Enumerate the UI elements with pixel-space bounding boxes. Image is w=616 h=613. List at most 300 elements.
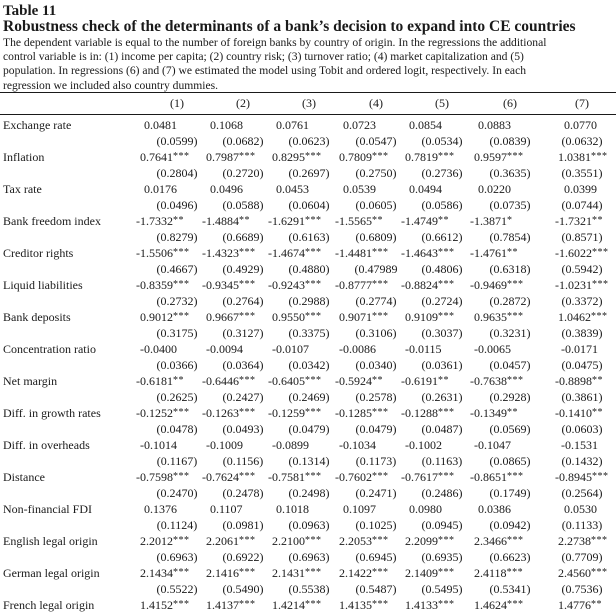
standard-error-row xyxy=(0,549,616,565)
coefficient-cell xyxy=(335,277,389,293)
coefficient-cell xyxy=(206,309,256,325)
significance-stars: *** xyxy=(239,567,256,578)
coefficient-cell xyxy=(136,405,190,421)
coefficient-cell xyxy=(558,533,608,549)
significance-stars: *** xyxy=(239,375,256,386)
coefficient-value: -0.7602 xyxy=(335,470,372,484)
coefficient-value: -1.4749 xyxy=(401,214,438,228)
coefficient-value: -0.5924 xyxy=(335,374,372,388)
coefficient-value: 0.1097 xyxy=(343,502,376,516)
coefficient-value: 0.8295 xyxy=(272,150,305,164)
row-label: Bank deposits xyxy=(3,310,71,324)
significance-stars: *** xyxy=(173,311,190,322)
standard-error-row xyxy=(0,165,616,181)
standard-error-cell: (0.0479) xyxy=(355,422,397,436)
significance-stars: *** xyxy=(592,247,609,258)
coefficient-cell xyxy=(555,277,609,293)
coefficient-value: 0.0761 xyxy=(276,118,309,132)
significance-stars: ** xyxy=(239,215,250,226)
standard-error-row xyxy=(0,517,616,533)
coefficient-cell xyxy=(202,245,256,261)
coefficient-cell xyxy=(136,213,184,229)
coefficient-cell xyxy=(474,565,523,581)
standard-error-cell: (0.6963) xyxy=(156,550,198,564)
coefficient-cell xyxy=(401,373,449,389)
coefficient-value: 2.1416 xyxy=(206,566,239,580)
coefficient-cell xyxy=(210,117,243,133)
standard-error-cell: (0.0865) xyxy=(489,454,531,468)
coefficient-value: 1.4776 xyxy=(558,598,591,612)
significance-stars: *** xyxy=(305,471,322,482)
coefficient-cell xyxy=(470,277,524,293)
coefficient-cell xyxy=(474,437,511,453)
coefficient-cell xyxy=(136,469,190,485)
coefficient-cell xyxy=(339,309,389,325)
coefficient-cell xyxy=(561,437,598,453)
coefficient-value: -0.1263 xyxy=(202,406,239,420)
coefficient-cell xyxy=(202,373,256,389)
coefficient-cell xyxy=(335,245,389,261)
coefficient-value: -1.4323 xyxy=(202,246,239,260)
coefficient-value: -0.0400 xyxy=(140,342,177,356)
standard-error-cell: (0.0945) xyxy=(421,518,463,532)
coefficient-cell xyxy=(555,245,609,261)
coefficient-value: -0.1349 xyxy=(470,406,507,420)
coefficient-value: 0.0386 xyxy=(478,502,511,516)
coefficient-value: 0.9550 xyxy=(272,310,305,324)
table-row xyxy=(0,149,616,165)
coefficient-value: -0.7598 xyxy=(136,470,173,484)
significance-stars: *** xyxy=(372,471,389,482)
significance-stars: *** xyxy=(173,151,190,162)
significance-stars: ** xyxy=(372,215,383,226)
column-header: (6) xyxy=(503,96,517,110)
coefficient-cell xyxy=(401,277,455,293)
coefficient-cell xyxy=(470,213,513,229)
significance-stars: *** xyxy=(592,279,609,290)
coefficient-value: 2.4118 xyxy=(474,566,507,580)
coefficient-value: 2.2053 xyxy=(339,534,372,548)
standard-error-cell: (0.0599) xyxy=(156,134,198,148)
standard-error-cell: (0.6945) xyxy=(355,550,397,564)
coefficient-cell xyxy=(339,597,389,613)
coefficient-cell xyxy=(401,469,455,485)
standard-error-row xyxy=(0,389,616,405)
coefficient-cell xyxy=(555,213,603,229)
coefficient-value: -1.5565 xyxy=(335,214,372,228)
significance-stars: *** xyxy=(305,151,322,162)
coefficient-value: 1.4137 xyxy=(206,598,239,612)
coefficient-cell xyxy=(335,469,389,485)
coefficient-cell xyxy=(339,341,376,357)
coefficient-value: -1.4761 xyxy=(470,246,507,260)
standard-error-row xyxy=(0,293,616,309)
table-row xyxy=(0,501,616,517)
significance-stars: *** xyxy=(239,535,256,546)
coefficient-cell xyxy=(405,341,442,357)
coefficient-value: 0.0494 xyxy=(409,182,442,196)
coefficient-value: -0.1259 xyxy=(268,406,305,420)
coefficient-value: -0.1014 xyxy=(140,438,177,452)
coefficient-value: 0.0723 xyxy=(343,118,376,132)
significance-stars: ** xyxy=(591,599,602,610)
significance-stars: *** xyxy=(507,471,524,482)
significance-stars: *** xyxy=(239,311,256,322)
standard-error-cell: (0.0623) xyxy=(288,134,330,148)
coefficient-value: 2.1422 xyxy=(339,566,372,580)
standard-error-cell: (0.3037) xyxy=(421,326,463,340)
standard-error-row xyxy=(0,453,616,469)
coefficient-cell xyxy=(409,501,442,517)
coefficient-value: -0.7624 xyxy=(202,470,239,484)
coefficient-cell xyxy=(140,597,190,613)
coefficient-value: -0.1288 xyxy=(401,406,438,420)
significance-stars: *** xyxy=(372,535,389,546)
coefficient-value: -0.1410 xyxy=(555,406,592,420)
coefficient-cell xyxy=(276,117,309,133)
coefficient-cell xyxy=(335,373,383,389)
coefficient-value: 0.9597 xyxy=(474,150,507,164)
coefficient-value: 0.0453 xyxy=(276,182,309,196)
significance-stars: *** xyxy=(438,535,455,546)
significance-stars: *** xyxy=(438,279,455,290)
standard-error-cell: (0.1173) xyxy=(355,454,397,468)
standard-error-cell: (0.4667) xyxy=(156,262,198,276)
column-header: (3) xyxy=(302,96,316,110)
significance-stars: ** xyxy=(173,215,184,226)
standard-error-cell: (0.3635) xyxy=(489,166,531,180)
standard-error-cell: (0.5942) xyxy=(561,262,603,276)
coefficient-value: 0.7987 xyxy=(206,150,239,164)
significance-stars: ** xyxy=(507,247,518,258)
coefficient-cell xyxy=(272,597,322,613)
coefficient-cell xyxy=(339,149,389,165)
standard-error-cell: (0.0475) xyxy=(561,358,603,372)
standard-error-cell: (0.0603) xyxy=(561,422,603,436)
standard-error-cell: (0.5522) xyxy=(156,582,198,596)
coefficient-cell xyxy=(268,245,322,261)
significance-stars: *** xyxy=(438,567,455,578)
table-row xyxy=(0,597,616,613)
coefficient-cell xyxy=(140,565,190,581)
table-row xyxy=(0,277,616,293)
coefficient-cell xyxy=(202,213,250,229)
coefficient-cell xyxy=(564,181,597,197)
coefficient-value: -0.0171 xyxy=(561,342,598,356)
significance-stars: *** xyxy=(239,279,256,290)
coefficient-value: -0.6181 xyxy=(136,374,173,388)
coefficient-cell xyxy=(272,341,309,357)
coefficient-cell xyxy=(343,117,376,133)
significance-stars: *** xyxy=(591,535,608,546)
coefficient-value: -0.0107 xyxy=(272,342,309,356)
description-line: The dependent variable is equal to the number of foreign banks by country of origin. In the regressions the additional xyxy=(3,36,547,49)
standard-error-cell: (0.0361) xyxy=(421,358,463,372)
standard-error-cell: (0.0493) xyxy=(222,422,264,436)
coefficient-cell xyxy=(558,309,608,325)
coefficient-cell xyxy=(144,501,177,517)
significance-stars: *** xyxy=(591,567,608,578)
significance-stars: *** xyxy=(305,535,322,546)
coefficient-value: -1.7321 xyxy=(555,214,592,228)
coefficient-cell xyxy=(276,501,309,517)
coefficient-value: 2.4560 xyxy=(558,566,591,580)
coefficient-cell xyxy=(401,245,455,261)
standard-error-cell: (0.2564) xyxy=(561,486,603,500)
standard-error-cell: (0.2471) xyxy=(355,486,397,500)
standard-error-cell: (0.6809) xyxy=(355,230,397,244)
coefficient-value: 1.4133 xyxy=(405,598,438,612)
coefficient-value: -1.3871 xyxy=(470,214,507,228)
column-header: (5) xyxy=(435,96,449,110)
coefficient-value: -0.0086 xyxy=(339,342,376,356)
standard-error-cell: (0.3551) xyxy=(561,166,603,180)
column-header: (1) xyxy=(170,96,184,110)
coefficient-value: -0.1531 xyxy=(561,438,598,452)
coefficient-cell xyxy=(206,341,243,357)
standard-error-cell: (0.6689) xyxy=(222,230,264,244)
significance-stars: *** xyxy=(239,407,256,418)
standard-error-cell: (0.5490) xyxy=(222,582,264,596)
coefficient-value: -0.9469 xyxy=(470,278,507,292)
standard-error-cell: (0.2774) xyxy=(355,294,397,308)
row-label: German legal origin xyxy=(3,566,100,580)
standard-error-cell: (0.0588) xyxy=(222,198,264,212)
standard-error-cell: (0.0479) xyxy=(288,422,330,436)
coefficient-value: 0.0220 xyxy=(478,182,511,196)
coefficient-cell xyxy=(335,213,383,229)
coefficient-cell xyxy=(561,341,598,357)
standard-error-cell: (0.3372) xyxy=(561,294,603,308)
coefficient-cell xyxy=(343,181,376,197)
coefficient-cell xyxy=(339,437,376,453)
significance-stars: ** xyxy=(372,375,383,386)
coefficient-cell xyxy=(140,437,177,453)
significance-stars: *** xyxy=(591,151,608,162)
standard-error-row xyxy=(0,421,616,437)
coefficient-value: 0.0539 xyxy=(343,182,376,196)
table-row xyxy=(0,181,616,197)
row-label: Diff. in growth rates xyxy=(3,406,101,420)
coefficient-cell xyxy=(202,277,256,293)
coefficient-cell xyxy=(343,501,376,517)
coefficient-cell xyxy=(272,533,322,549)
significance-stars: *** xyxy=(305,311,322,322)
coefficient-value: -1.7332 xyxy=(136,214,173,228)
standard-error-cell: (0.2736) xyxy=(421,166,463,180)
table-number: Table 11 xyxy=(3,3,57,19)
standard-error-cell: (0.0569) xyxy=(489,422,531,436)
table-row xyxy=(0,469,616,485)
coefficient-value: 2.2099 xyxy=(405,534,438,548)
significance-stars: ** xyxy=(507,407,518,418)
standard-error-cell: (0.2486) xyxy=(421,486,463,500)
standard-error-cell: (0.1163) xyxy=(421,454,463,468)
standard-error-cell: (0.7854) xyxy=(489,230,531,244)
standard-error-cell: (0.0632) xyxy=(561,134,603,148)
coefficient-value: -0.8945 xyxy=(555,470,592,484)
significance-stars: ** xyxy=(592,375,603,386)
coefficient-value: -0.6191 xyxy=(401,374,438,388)
row-label: Inflation xyxy=(3,150,45,164)
coefficient-value: 1.4624 xyxy=(474,598,507,612)
table-row xyxy=(0,309,616,325)
significance-stars: *** xyxy=(239,471,256,482)
coefficient-value: 0.0496 xyxy=(210,182,243,196)
significance-stars: *** xyxy=(592,471,609,482)
significance-stars: *** xyxy=(173,279,190,290)
coefficient-value: 0.1018 xyxy=(276,502,309,516)
column-header: (2) xyxy=(236,96,250,110)
standard-error-cell: (0.3231) xyxy=(489,326,531,340)
standard-error-cell: (0.1314) xyxy=(288,454,330,468)
coefficient-value: -1.0231 xyxy=(555,278,592,292)
standard-error-cell: (0.3127) xyxy=(222,326,264,340)
standard-error-cell: (0.3839) xyxy=(561,326,603,340)
significance-stars: ** xyxy=(173,375,184,386)
standard-error-cell: (0.3861) xyxy=(561,390,603,404)
significance-stars: ** xyxy=(438,375,449,386)
description-line: control variable is in: (1) income per capita; (2) country risk; (3) turnover ratio; (4) market capitalization and (5) xyxy=(3,50,524,64)
coefficient-value: -0.1047 xyxy=(474,438,511,452)
significance-stars: *** xyxy=(305,407,322,418)
significance-stars: *** xyxy=(372,567,389,578)
significance-stars: *** xyxy=(173,471,190,482)
standard-error-cell: (0.1133) xyxy=(561,518,603,532)
standard-error-cell: (0.6963) xyxy=(288,550,330,564)
significance-stars: *** xyxy=(507,535,524,546)
coefficient-cell xyxy=(470,405,518,421)
coefficient-cell xyxy=(140,341,177,357)
coefficient-value: -0.1009 xyxy=(206,438,243,452)
row-label: Net margin xyxy=(3,374,58,388)
standard-error-cell: (0.6935) xyxy=(421,550,463,564)
coefficient-value: 0.0176 xyxy=(144,182,177,196)
coefficient-value: 2.2061 xyxy=(206,534,239,548)
coefficient-cell xyxy=(272,565,322,581)
table-row xyxy=(0,117,616,133)
coefficient-value: -0.8777 xyxy=(335,278,372,292)
coefficient-cell xyxy=(564,501,597,517)
coefficient-cell xyxy=(409,181,442,197)
standard-error-cell: (0.3375) xyxy=(288,326,330,340)
significance-stars: *** xyxy=(372,311,389,322)
standard-error-cell: (0.2470) xyxy=(156,486,198,500)
significance-stars: *** xyxy=(305,215,322,226)
coefficient-value: -0.7617 xyxy=(401,470,438,484)
coefficient-cell xyxy=(210,501,243,517)
coefficient-cell xyxy=(409,117,442,133)
coefficient-cell xyxy=(558,565,608,581)
table-row xyxy=(0,213,616,229)
coefficient-value: -0.6405 xyxy=(268,374,305,388)
coefficient-value: 2.1434 xyxy=(140,566,173,580)
standard-error-row xyxy=(0,229,616,245)
standard-error-cell: (0.0744) xyxy=(561,198,603,212)
coefficient-value: -0.9243 xyxy=(268,278,305,292)
coefficient-cell xyxy=(202,405,256,421)
coefficient-value: 0.0399 xyxy=(564,182,597,196)
standard-error-cell: (0.0547) xyxy=(355,134,397,148)
coefficient-cell xyxy=(558,149,608,165)
coefficient-cell xyxy=(206,597,256,613)
coefficient-cell xyxy=(564,117,597,133)
standard-error-cell: (0.0682) xyxy=(222,134,264,148)
significance-stars: *** xyxy=(372,151,389,162)
coefficient-value: 1.4135 xyxy=(339,598,372,612)
significance-stars: *** xyxy=(372,279,389,290)
significance-stars: *** xyxy=(305,375,322,386)
coefficient-cell xyxy=(405,309,455,325)
significance-stars: *** xyxy=(507,151,524,162)
coefficient-value: -0.9345 xyxy=(202,278,239,292)
significance-stars: *** xyxy=(591,311,608,322)
coefficient-cell xyxy=(276,181,309,197)
standard-error-cell: (0.2478) xyxy=(222,486,264,500)
standard-error-cell: (0.0981) xyxy=(222,518,264,532)
standard-error-cell: (0.2764) xyxy=(222,294,264,308)
coefficient-value: 0.7809 xyxy=(339,150,372,164)
row-label: English legal origin xyxy=(3,534,98,548)
standard-error-cell: (0.0735) xyxy=(489,198,531,212)
standard-error-cell: (0.2928) xyxy=(489,390,531,404)
coefficient-value: 2.2738 xyxy=(558,534,591,548)
standard-error-cell: (0.6623) xyxy=(489,550,531,564)
coefficient-value: 0.0980 xyxy=(409,502,442,516)
coefficient-cell xyxy=(555,373,603,389)
row-label: French legal origin xyxy=(3,598,95,612)
coefficient-cell xyxy=(474,341,511,357)
significance-stars: *** xyxy=(506,567,524,578)
significance-stars: *** xyxy=(239,247,256,258)
coefficient-value: 1.0462 xyxy=(558,310,591,324)
standard-error-cell: (0.5487) xyxy=(355,582,397,596)
header-rule xyxy=(0,114,616,115)
standard-error-cell: (0.3175) xyxy=(156,326,198,340)
coefficient-cell xyxy=(272,309,322,325)
standard-error-cell: (0.0487) xyxy=(421,422,463,436)
coefficient-cell xyxy=(555,405,603,421)
standard-error-cell: (0.1124) xyxy=(156,518,198,532)
coefficient-value: 1.0381 xyxy=(558,150,591,164)
top-rule xyxy=(0,92,616,93)
table-row xyxy=(0,373,616,389)
standard-error-cell: (0.2697) xyxy=(288,166,330,180)
coefficient-cell xyxy=(140,533,190,549)
coefficient-value: -0.1002 xyxy=(405,438,442,452)
standard-error-cell: (0.1025) xyxy=(355,518,397,532)
coefficient-cell xyxy=(268,405,322,421)
standard-error-cell: (0.0457) xyxy=(489,358,531,372)
coefficient-cell xyxy=(268,373,322,389)
coefficient-cell xyxy=(470,469,524,485)
table-row xyxy=(0,533,616,549)
coefficient-cell xyxy=(401,405,455,421)
coefficient-value: 1.4152 xyxy=(140,598,173,612)
standard-error-cell: (0.0604) xyxy=(288,198,330,212)
coefficient-value: 0.9012 xyxy=(140,310,173,324)
significance-stars: *** xyxy=(372,407,389,418)
standard-error-cell: (0.2732) xyxy=(156,294,198,308)
coefficient-value: 2.2012 xyxy=(140,534,173,548)
standard-error-row xyxy=(0,133,616,149)
coefficient-value: 0.0530 xyxy=(564,502,597,516)
significance-stars: *** xyxy=(438,247,455,258)
coefficient-cell xyxy=(558,597,602,613)
table-title: Robustness check of the determinants of a bank’s decision to expand into CE countries xyxy=(3,18,576,35)
standard-error-cell: (0.2804) xyxy=(156,166,198,180)
standard-error-cell: (0.1749) xyxy=(489,486,531,500)
